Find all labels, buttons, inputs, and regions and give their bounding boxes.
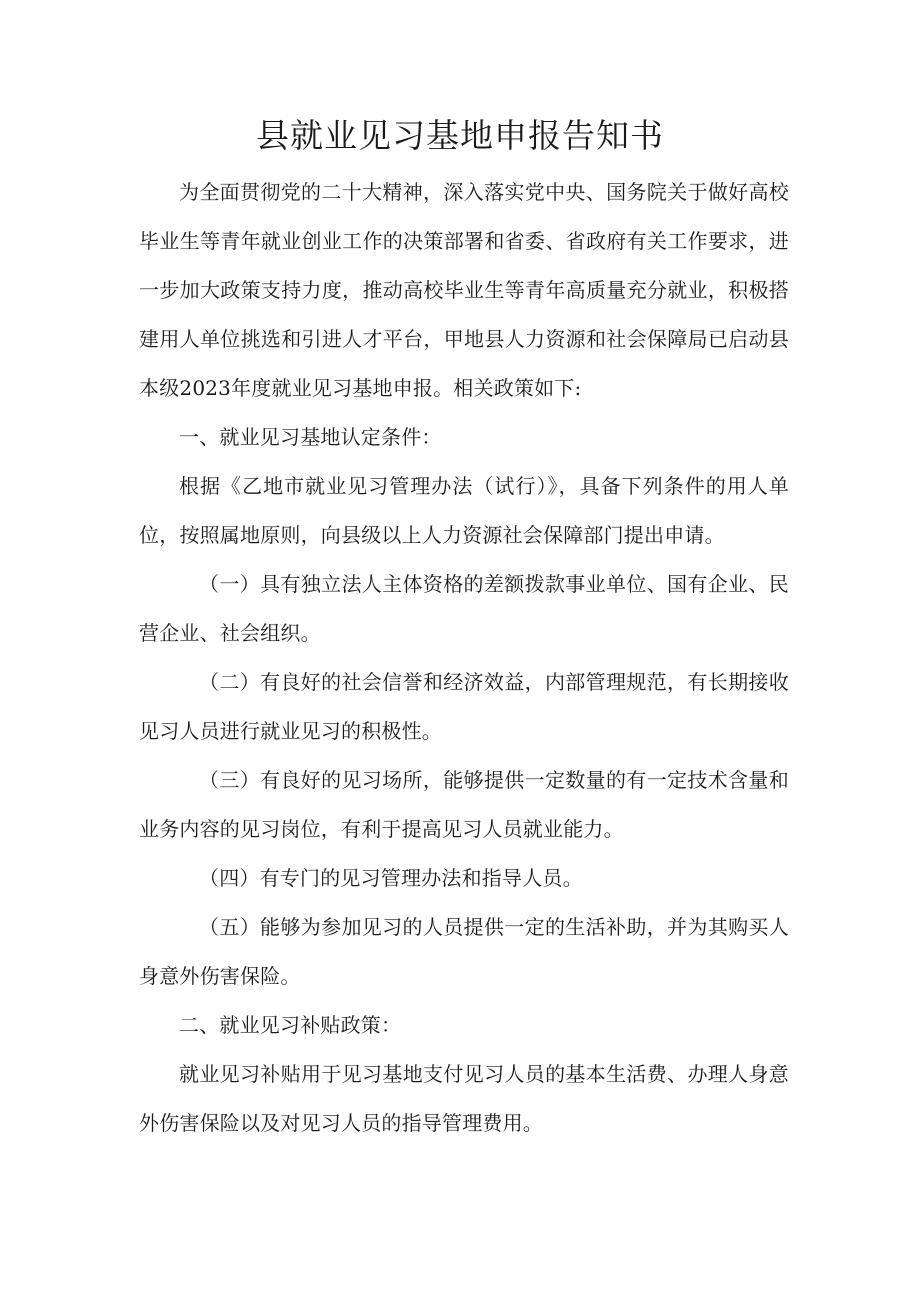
condition-item-2: （二）有良好的社会信誉和经济效益，内部管理规范，有长期接收见习人员进行就业见习的积极性。: [139, 670, 789, 743]
condition-item-4: （四）有专门的见习管理办法和指导人员。: [199, 866, 583, 890]
document-body: [139, 168, 789, 1148]
condition-item-5: （五）能够为参加见习的人员提供一定的生活补助，并为其购买人身意外伤害保险。: [139, 915, 789, 988]
conditions-basis-paragraph: 根据《乙地市就业见习管理办法（试行）》，具备下列条件的用人单位，按照属地原则，向县级以上人力资源社会保障部门提出申请。: [139, 474, 789, 547]
condition-item-3: （三）有良好的见习场所，能够提供一定数量的有一定技术含量和业务内容的见习岗位，有利于提高见习人员就业能力。: [139, 768, 789, 841]
document-title: 县就业见习基地申报告知书: [256, 116, 664, 155]
section-heading-subsidy: 二、就业见习补贴政策：: [179, 1013, 402, 1037]
section-heading-conditions: 一、就业见习基地认定条件：: [179, 425, 442, 449]
subsidy-paragraph: 就业见习补贴用于见习基地支付见习人员的基本生活费、办理人身意外伤害保险以及对见习人员的指导管理费用。: [139, 1062, 789, 1135]
intro-paragraph: 为全面贯彻党的二十大精神，深入落实党中央、国务院关于做好高校毕业生等青年就业创业工作的决策部署和省委、省政府有关工作要求，进一步加大政策支持力度，推动高校毕业生等青年高质量充分就业，积极搭建用人单位挑选和引进人才平台，甲地县人力资源和社会保障局已启动县本级2023年度就业见习基地申报。相关政策如下:: [139, 180, 789, 400]
condition-item-1: （一）具有独立法人主体资格的差额拨款事业单位、国有企业、民营企业、社会组织。: [139, 572, 789, 645]
